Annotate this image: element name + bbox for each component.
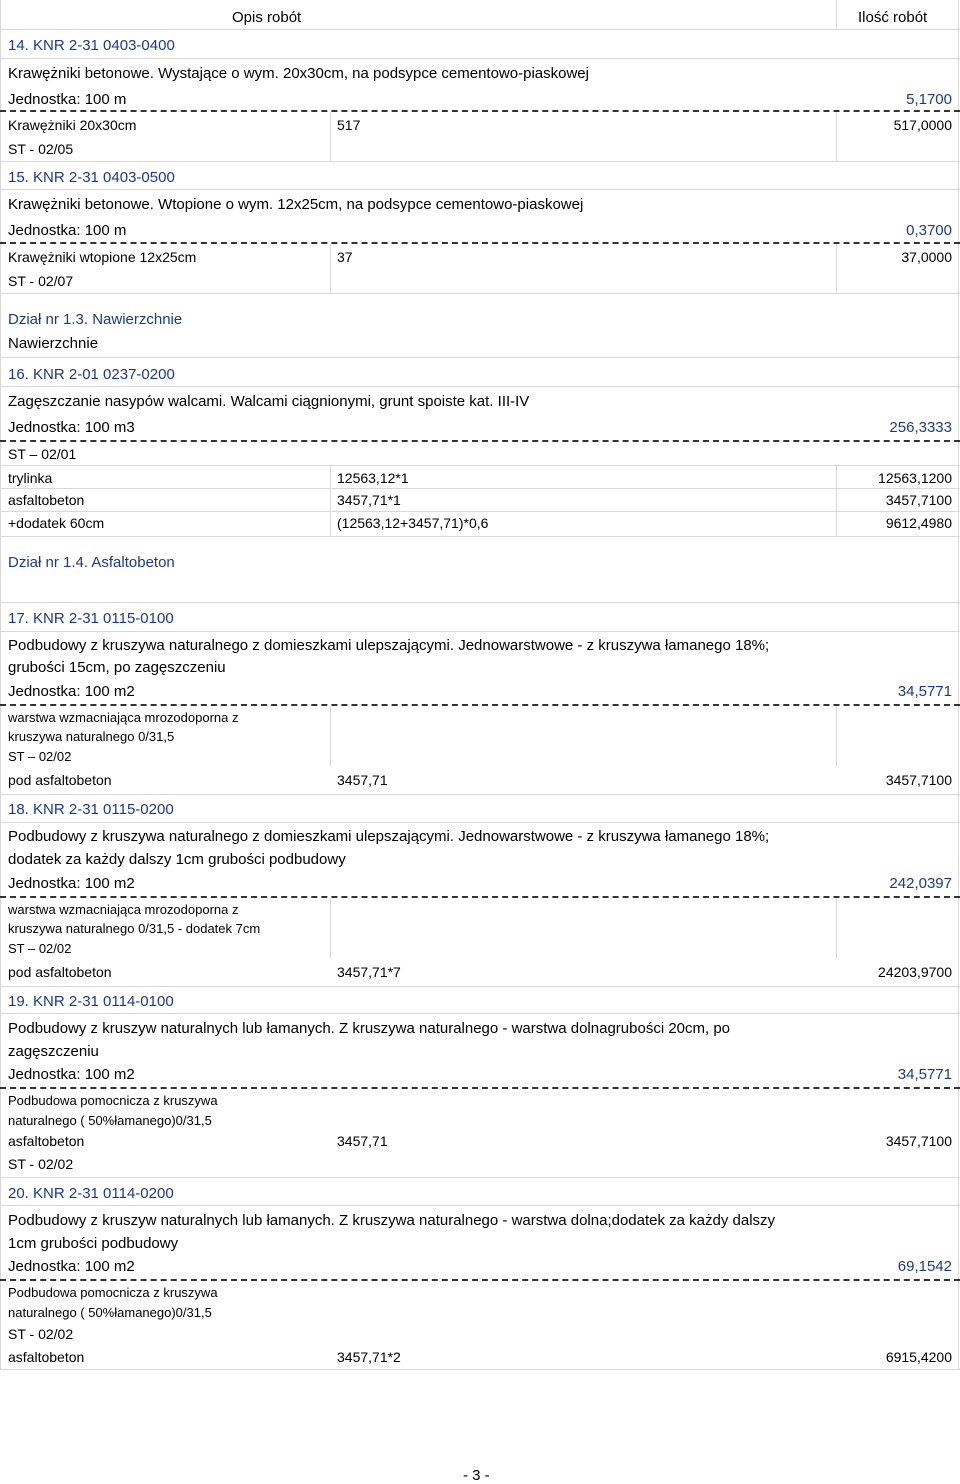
dashed-separator (0, 1279, 960, 1281)
row-rule (0, 465, 960, 466)
measurement-value: 3457,7100 (885, 492, 952, 508)
item-number: 17. KNR 2-31 0115-0100 (8, 610, 174, 627)
col-divider (330, 706, 331, 766)
table-left-border (0, 0, 1, 1370)
row-rule (0, 602, 960, 603)
measurement-formula: 517 (337, 117, 361, 133)
spec-code: ST - 02/02 (8, 1326, 74, 1342)
item-description: Podbudowy z kruszyw naturalnych lub łamanych. Z kruszywa naturalnego - warstwa dolnagrubości 20cm, po (8, 1020, 731, 1037)
measurement-label: asfaltobeton (8, 492, 85, 508)
measurement-label: warstwa wzmacniająca mrozodoporna z (8, 902, 239, 917)
row-rule (0, 794, 960, 795)
measurement-formula: 37 (337, 249, 353, 265)
item-description: grubości 15cm, po zagęszczeniu (8, 659, 226, 676)
row-rule (0, 986, 960, 987)
header-rule (0, 29, 960, 30)
row-rule (0, 161, 960, 162)
measurement-value: 3457,7100 (885, 772, 952, 788)
measurement-label: +dodatek 60cm (8, 515, 105, 531)
spec-code: ST - 02/05 (8, 141, 74, 157)
measurement-formula: 3457,71*2 (337, 1349, 401, 1365)
item-description: zagęszczeniu (8, 1043, 99, 1060)
dashed-separator (0, 242, 960, 244)
row-rule (0, 488, 960, 489)
measurement-value: 12563,1200 (878, 470, 952, 486)
item-description: dodatek za każdy dalszy 1cm grubości podbudowy (8, 851, 346, 868)
item-unit: Jednostka: 100 m2 (8, 1066, 135, 1083)
measurement-formula: 3457,71 (337, 772, 388, 788)
item-quantity: 256,3333 (889, 419, 952, 436)
measurement-value: 9612,4980 (885, 515, 952, 531)
item-unit: Jednostka: 100 m (8, 91, 127, 108)
dashed-separator (0, 704, 960, 706)
row-rule (0, 293, 960, 294)
item-description: Podbudowy z kruszywa naturalnego z domieszkami ulepszającymi. Jednowarstwowe - z kruszywa łamanego 18%; (8, 828, 770, 845)
measurement-label: Podbudowa pomocnicza z kruszywa (8, 1093, 218, 1108)
item-description: Krawężniki betonowe. Wtopione o wym. 12x25cm, na podsypce cementowo-piaskowej (8, 196, 584, 213)
measurement-label: Krawężniki wtopione 12x25cm (8, 249, 197, 265)
measurement-label: Krawężniki 20x30cm (8, 117, 137, 133)
table-right-border (958, 0, 959, 1370)
section-title: Dział nr 1.3. Nawierzchnie (8, 311, 183, 328)
measurement-value: 3457,7100 (885, 1133, 952, 1149)
row-rule (0, 357, 960, 358)
row-rule (0, 189, 960, 190)
measurement-formula: 12563,12*1 (337, 470, 409, 486)
col-divider (836, 706, 837, 766)
item-quantity: 5,1700 (906, 91, 952, 108)
section-subtitle: Nawierzchnie (8, 335, 99, 352)
item-quantity: 0,3700 (906, 222, 952, 239)
item-quantity: 69,1542 (897, 1258, 952, 1275)
col-divider (330, 465, 331, 537)
col-divider (836, 112, 837, 162)
row-rule (0, 1369, 960, 1370)
row-rule (0, 822, 960, 823)
row-rule (0, 631, 960, 632)
item-number: 14. KNR 2-31 0403-0400 (8, 37, 175, 54)
measurement-label: naturalnego ( 50%łamanego)0/31,5 (8, 1113, 212, 1128)
item-description: Podbudowy z kruszyw naturalnych lub łamanych. Z kruszywa naturalnego - warstwa dolna;dodatek za każdy dalszy (8, 1212, 776, 1229)
measurement-label: kruszywa naturalnego 0/31,5 - dodatek 7cm (8, 921, 261, 936)
item-description: Zagęszczanie nasypów walcami. Walcami ciągnionymi, grunt spoiste kat. III-IV (8, 393, 530, 410)
row-rule (0, 536, 960, 537)
dashed-separator (0, 110, 960, 112)
item-unit: Jednostka: 100 m2 (8, 683, 135, 700)
measurement-label: kruszywa naturalnego 0/31,5 (8, 729, 175, 744)
measurement-value: 37,0000 (901, 249, 952, 265)
item-unit: Jednostka: 100 m (8, 222, 127, 239)
spec-code: ST - 02/02 (8, 1156, 74, 1172)
item-unit: Jednostka: 100 m2 (8, 875, 135, 892)
measurement-value: 24203,9700 (878, 964, 952, 980)
item-description: 1cm grubości podbudowy (8, 1235, 179, 1252)
section-title: Dział nr 1.4. Asfaltobeton (8, 554, 175, 571)
header-col-description: Opis robót (232, 9, 302, 26)
measurement-formula: 3457,71*7 (337, 964, 401, 980)
row-rule (0, 511, 960, 512)
dashed-separator (0, 896, 960, 898)
item-description: Krawężniki betonowe. Wystające o wym. 20x30cm, na podsypce cementowo-piaskowej (8, 65, 589, 82)
measurement-label: Podbudowa pomocnicza z kruszywa (8, 1285, 218, 1300)
measurement-label: pod asfaltobeton (8, 772, 112, 788)
page-number: - 3 - (463, 1467, 490, 1484)
measurement-value: 6915,4200 (885, 1349, 952, 1365)
header-col-quantity: Ilość robót (858, 9, 928, 26)
col-divider (836, 244, 837, 294)
col-divider (330, 898, 331, 958)
measurement-formula: (12563,12+3457,71)*0,6 (337, 515, 489, 531)
row-rule (0, 1013, 960, 1014)
dashed-separator (0, 440, 960, 442)
item-unit: Jednostka: 100 m3 (8, 419, 135, 436)
row-rule (0, 1205, 960, 1206)
dashed-separator (0, 1087, 960, 1089)
row-rule (0, 1177, 960, 1178)
item-quantity: 242,0397 (889, 875, 952, 892)
measurement-formula: 3457,71*1 (337, 492, 401, 508)
item-unit: Jednostka: 100 m2 (8, 1258, 135, 1275)
spec-code: ST – 02/02 (8, 749, 72, 764)
measurement-label: pod asfaltobeton (8, 964, 112, 980)
measurement-label: asfaltobeton (8, 1133, 85, 1149)
item-number: 19. KNR 2-31 0114-0100 (8, 993, 174, 1010)
col-divider (836, 465, 837, 537)
row-rule (0, 386, 960, 387)
item-number: 16. KNR 2-01 0237-0200 (8, 366, 175, 383)
measurement-value: 517,0000 (893, 117, 952, 133)
item-number: 18. KNR 2-31 0115-0200 (8, 801, 174, 818)
measurement-label: naturalnego ( 50%łamanego)0/31,5 (8, 1305, 212, 1320)
measurement-label: trylinka (8, 470, 53, 486)
col-divider (836, 898, 837, 958)
spec-code: ST – 02/02 (8, 941, 72, 956)
measurement-label: asfaltobeton (8, 1349, 85, 1365)
item-description: Podbudowy z kruszywa naturalnego z domieszkami ulepszającymi. Jednowarstwowe - z kruszywa łamanego 18%; (8, 637, 770, 654)
col-divider (330, 244, 331, 294)
measurement-label: warstwa wzmacniająca mrozodoporna z (8, 710, 239, 725)
item-number: 20. KNR 2-31 0114-0200 (8, 1185, 174, 1202)
spec-code: ST - 02/07 (8, 273, 74, 289)
item-quantity: 34,5771 (897, 1066, 952, 1083)
header-divider (836, 0, 837, 30)
item-quantity: 34,5771 (897, 683, 952, 700)
col-divider (330, 112, 331, 162)
spec-code: ST – 02/01 (8, 446, 77, 462)
measurement-formula: 3457,71 (337, 1133, 388, 1149)
item-number: 15. KNR 2-31 0403-0500 (8, 169, 175, 186)
row-rule (0, 58, 960, 59)
